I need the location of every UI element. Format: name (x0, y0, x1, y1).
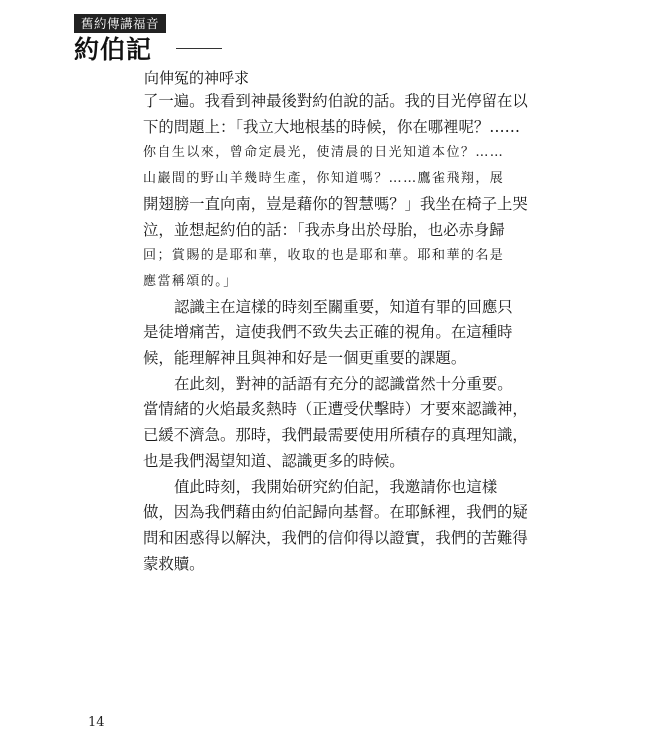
body-text (143, 89, 528, 577)
quoted-line: 你自生以來，曾命定晨光，使清晨的日光知道本位？…… (143, 145, 505, 161)
text-line: 做，因為我們藉由約伯記歸向基督。在耶穌裡，我們的疑 (143, 503, 528, 522)
title-rule (176, 48, 222, 49)
chapter-subtitle: 向伸冤的神呼求 (144, 69, 250, 87)
text-line: 蒙救贖。 (143, 554, 205, 573)
text-line: 候，能理解神且與神和好是一個更重要的課題。 (143, 349, 467, 368)
text-line: 已緩不濟急。那時，我們最需要使用所積存的真理知識， (143, 426, 528, 445)
text-line: 問和困惑得以解決，我們的信仰得以證實，我們的苦難得 (143, 528, 528, 547)
book-title: 約伯記 (74, 35, 153, 64)
paragraph-3 (143, 372, 528, 475)
quoted-line: 山巖間的野山羊幾時生產，你知道嗎？……鷹雀飛翔，展 (143, 171, 505, 187)
quoted-line: 應當稱頌的。」 (143, 273, 238, 289)
page-number: 14 (88, 715, 105, 730)
text-line: 泣，並想起約伯的話：「我赤身出於母胎，也必赤身歸 (143, 220, 505, 239)
paragraph-1 (143, 89, 528, 295)
quoted-line: 回；賞賜的是耶和華，收取的也是耶和華。耶和華的名是 (143, 248, 505, 264)
text-line: 當情緒的火焰最炙熱時（正遭受伏擊時）才要來認識神， (143, 400, 528, 419)
text-line: 在此刻，對神的話語有充分的認識當然十分重要。 (174, 374, 513, 393)
text-line: 是徒增痛苦，這使我們不致失去正確的視角。在這種時 (143, 323, 513, 342)
paragraph-4 (143, 475, 528, 578)
text-line: 開翅膀一直向南，豈是藉你的智慧嗎？」我坐在椅子上哭 (143, 194, 528, 213)
text-line: 了一遍。我看到神最後對約伯說的話。我的目光停留在以 (143, 92, 528, 110)
text-line: 也是我們渴望知道、認識更多的時候。 (143, 451, 405, 470)
text-line: 值此時刻，我開始研究約伯記，我邀請你也這樣 (174, 477, 498, 496)
paragraph-2 (143, 295, 513, 372)
text-line: 認識主在這樣的時刻至關重要，知道有罪的回應只 (174, 297, 513, 316)
text-line: 下的問題上：「我立大地根基的時候，你在哪裡呢？…… (143, 117, 521, 136)
series-label: 舊約傳講福音 (74, 14, 166, 33)
